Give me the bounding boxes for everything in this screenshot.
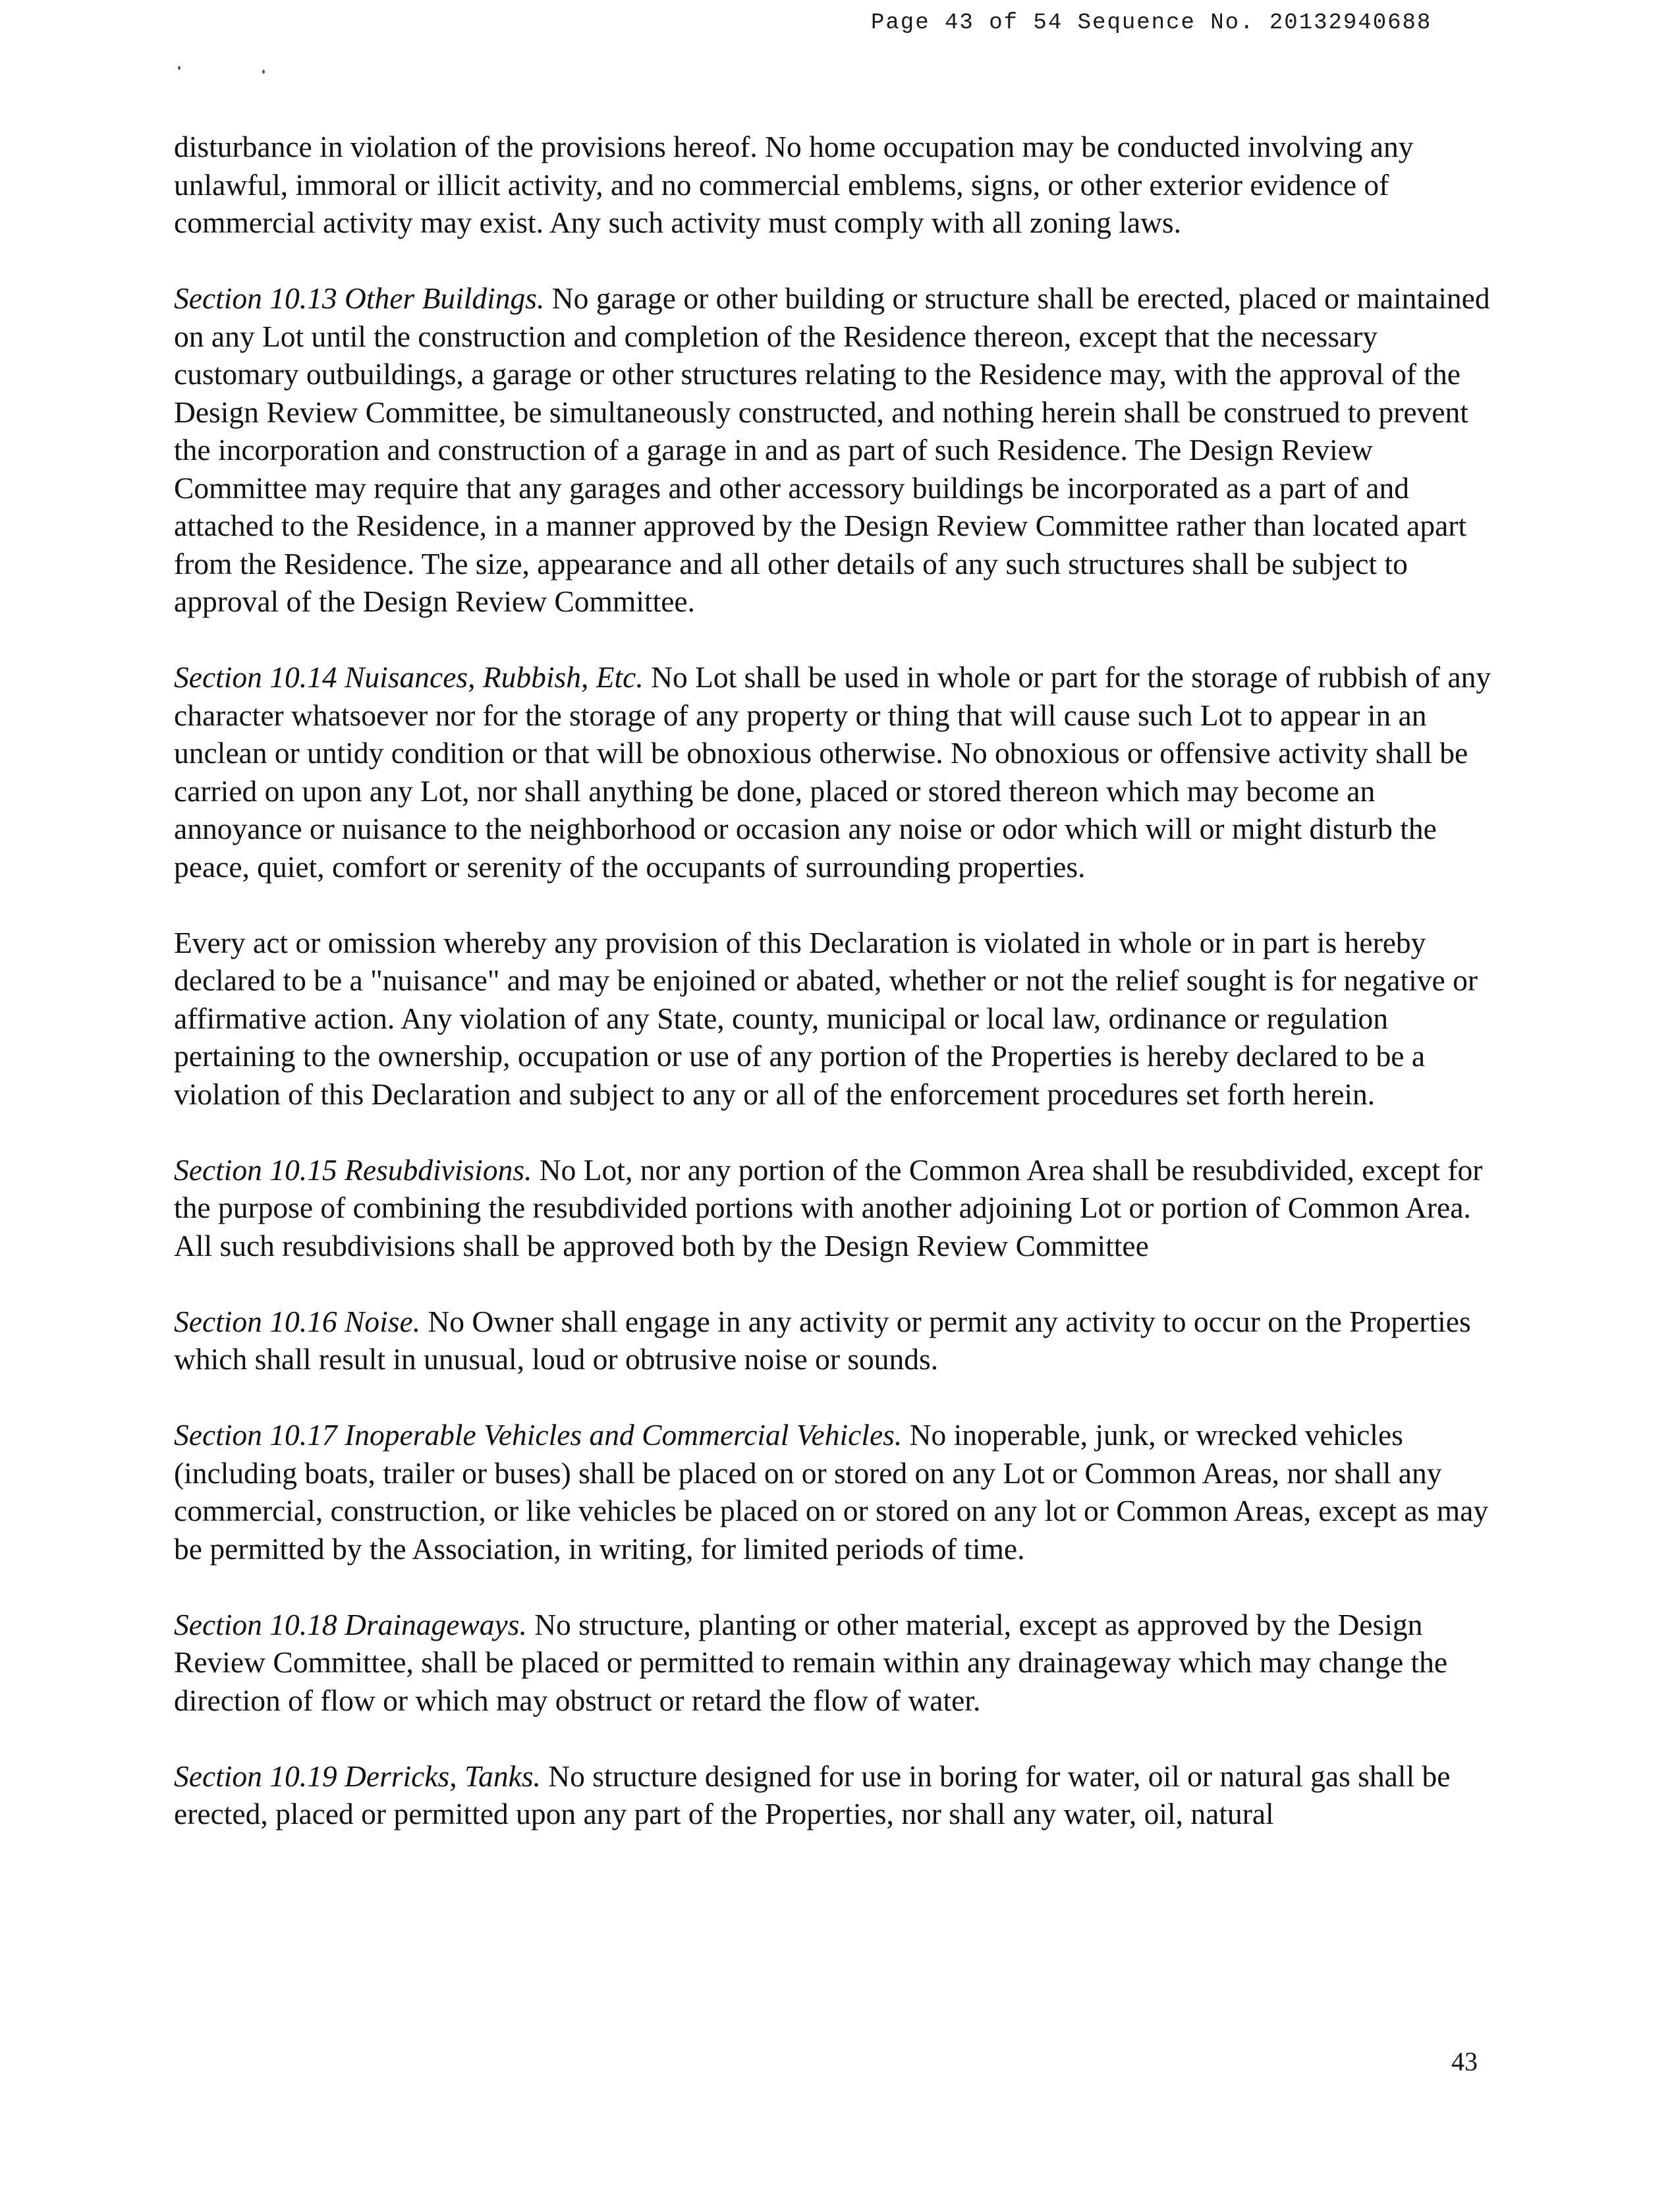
section-10-16 — [174, 1303, 1498, 1378]
section-title: Section 10.16 Noise. — [174, 1304, 421, 1338]
section-text: No structure, planting or other material, except as approved by the Design Review Committee, shall be placed or permitted to remain within any drainageway which may change the direction of flow or which may obstruct or retard the flow of water. — [174, 1607, 1448, 1717]
section-title: Section 10.13 Other Buildings. — [174, 281, 545, 315]
document-body — [174, 128, 1498, 1871]
section-title: Section 10.15 Resubdivisions. — [174, 1152, 532, 1187]
fax-header: Page 43 of 54 Sequence No. 20132940688 — [871, 11, 1432, 36]
nuisance-paragraph — [174, 924, 1498, 1114]
section-10-14 — [174, 658, 1498, 886]
section-text: No inoperable, junk, or wrecked vehicles (including boats, trailer or buses) shall be placed on or stored on any Lot or Common Areas, nor shall any commercial, construction, or like vehicles be placed on or stored on any lot or Common Areas, except as may be permitted by the Association, in writing, for limited periods of time. — [174, 1418, 1489, 1566]
paragraph-text: Every act or omission whereby any provision of this Declaration is violated in whole or in part is hereby declared to be a "nuisance" and may be enjoined or abated, whether or not the relief sought is for negative or affirmative action. Any violation of any State, county, municipal or local law, ordinance or regulation pertaining to the ownership, occupation or use of any portion of the Properties is hereby declared to be a violation of this Declaration and subject to any or all of the enforcement procedures set forth herein. — [174, 925, 1478, 1111]
page-number: 43 — [1451, 2047, 1478, 2076]
section-10-13 — [174, 279, 1498, 621]
section-text: No Lot, nor any portion of the Common Area shall be resubdivided, except for the purpose of combining the resubdivided portions with another adjoining Lot or portion of Common Area. All such resubdivisions shall be approved both by the Design Review Committee — [174, 1152, 1483, 1262]
section-10-18 — [174, 1606, 1498, 1720]
section-text: No Owner shall engage in any activity or permit any activity to occur on the Properties which shall result in unusual, loud or obtrusive noise or sounds. — [174, 1304, 1471, 1376]
scan-speck — [262, 70, 265, 74]
section-10-17 — [174, 1416, 1498, 1568]
section-title: Section 10.18 Drainageways. — [174, 1607, 527, 1641]
section-title: Section 10.14 Nuisances, Rubbish, Etc. — [174, 660, 644, 694]
section-text: No structure designed for use in boring for water, oil or natural gas shall be erected, placed or permitted upon any part of the Properties, nor shall any water, oil, natural — [174, 1759, 1451, 1830]
section-text: No garage or other building or structure shall be erected, placed or maintained on any Lot until the construction and completion of the Residence thereon, except that the necessary customary outbuildings, a garage or other structures relating to the Residence may, with the approval of the Design Review Committee, be simultaneously constructed, and nothing herein shall be construed to prevent the incorporation and construction of a garage in and as part of such Residence. The Design Review Committee may require that any garages and other accessory buildings be incorporated as a part of and attached to the Residence, in a manner approved by the Design Review Committee rather than located apart from the Residence. The size, appearance and all other details of any such structures shall be subject to approval of the Design Review Committee. — [174, 281, 1490, 618]
section-title: Section 10.17 Inoperable Vehicles and Commercial Vehicles. — [174, 1418, 903, 1452]
section-text: No Lot shall be used in whole or part for the storage of rubbish of any character whatsoever nor for the storage of any property or thing that will cause such Lot to appear in an unclean or untidy condition or that will be obnoxious otherwise. No obnoxious or offensive activity shall be carried on upon any Lot, nor shall anything be done, placed or stored thereon which may become an annoyance or nuisance to the neighborhood or occasion any noise or odor which will or might disturb the peace, quiet, comfort or serenity of the occupants of surrounding properties. — [174, 660, 1491, 884]
section-10-15 — [174, 1151, 1498, 1265]
paragraph-continuation — [174, 128, 1498, 242]
section-10-19 — [174, 1757, 1498, 1833]
section-title: Section 10.19 Derricks, Tanks. — [174, 1759, 541, 1793]
scan-speck — [178, 66, 181, 70]
paragraph-text: disturbance in violation of the provisions hereof. No home occupation may be conducted involving any unlawful, immoral or illicit activity, and no commercial emblems, signs, or other exterior evidence of commercial activity may exist. Any such activity must comply with all zoning laws. — [174, 130, 1414, 239]
